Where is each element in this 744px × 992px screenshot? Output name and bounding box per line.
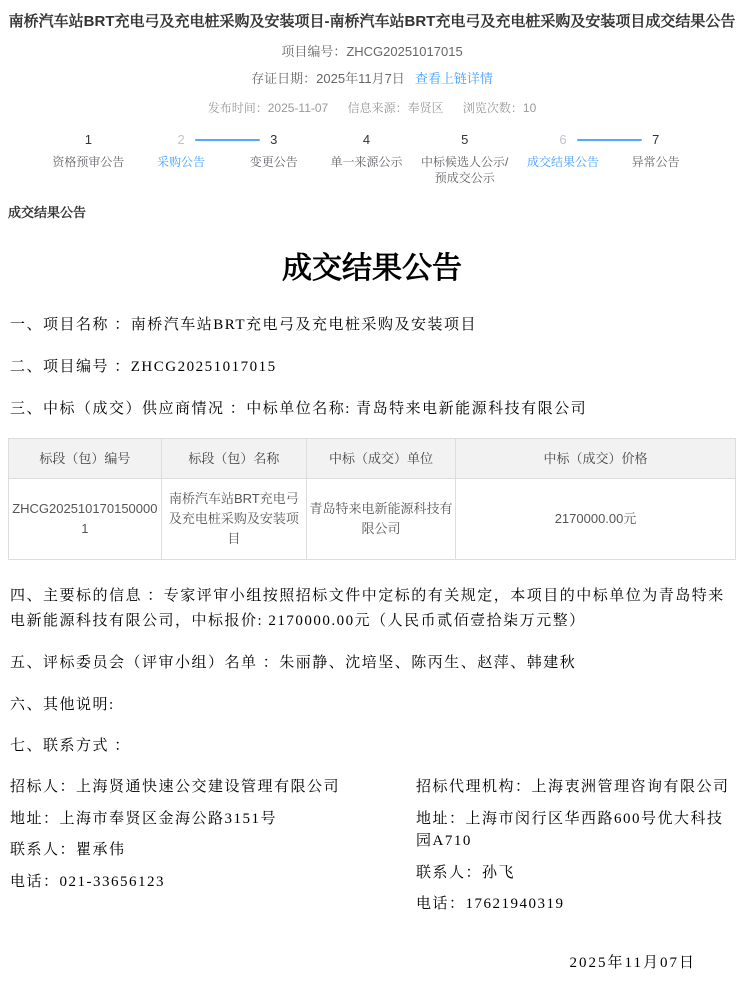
step-single-source — [320, 132, 413, 186]
page-header — [0, 8, 744, 116]
step-number: 2 — [177, 132, 185, 147]
header-winner-price: 中标（成交）价格 — [456, 439, 736, 479]
attest-line — [0, 68, 744, 87]
table-row — [9, 479, 736, 560]
header-lot-number: 标段（包）编号 — [9, 439, 162, 479]
agency-contact — [366, 776, 736, 925]
step-label: 中标候选人公示/预成交公示 — [421, 155, 509, 185]
step-procurement[interactable] — [135, 132, 228, 186]
header-lot-name: 标段（包）名称 — [161, 439, 306, 479]
step-label[interactable]: 成交结果公告 — [526, 155, 599, 169]
publish-time: 发布时间：2025-11-07 — [207, 101, 329, 115]
table-header-row — [9, 439, 736, 479]
page-title: 南桥汽车站BRT充电弓及充电桩采购及安装项目-南桥汽车站BRT充电弓及充电桩采购及安装项目成交结果公告 — [8, 13, 736, 30]
paragraph-committee: 五、评标委员会（评审小组）名单 ：朱丽静、沈培坚、陈丙生、赵萍、韩建秋 — [10, 654, 577, 671]
paragraph-other-notes: 六、其他说明: — [10, 696, 115, 713]
view-chain-link[interactable]: 查看上链详情 — [414, 71, 493, 86]
header-winner-unit: 中标（成交）单位 — [307, 439, 456, 479]
article-title: 成交结果公告 — [282, 252, 462, 285]
agency-name: 招标代理机构：上海衷洲管理咨询有限公司 — [416, 779, 730, 795]
step-change — [227, 132, 320, 186]
step-number: 1 — [84, 132, 92, 147]
announcement-step-bar — [0, 132, 744, 186]
step-label[interactable]: 采购公告 — [157, 155, 206, 169]
agency-address: 地址：上海市闵行区华西路600号优大科技园A710 — [416, 810, 724, 849]
paragraph-winner-info: 三、中标（成交）供应商情况 ：中标单位名称: 青岛特来电新能源科技有限公司 — [10, 400, 588, 417]
cell-lot-name: 南桥汽车站BRT充电弓及充电桩采购及安装项目 — [161, 479, 306, 560]
step-label: 单一来源公示 — [330, 155, 403, 169]
tenderer-contact — [8, 776, 366, 925]
agency-phone: 电话：17621940319 — [416, 896, 565, 912]
paragraph-project-number: 二、项目编号 ：ZHCG20251017015 — [10, 358, 277, 375]
project-number: 项目编号：ZHCG20251017015 — [281, 44, 463, 59]
paragraph-project-name: 一、项目名称 ：南桥汽车站BRT充电弓及充电桩采购及安装项目 — [10, 317, 478, 333]
contact-block — [8, 776, 736, 925]
step-number: 6 — [559, 132, 567, 147]
step-number: 3 — [270, 132, 278, 147]
view-count: 浏览次数：10 — [462, 101, 537, 115]
announcement-article — [0, 243, 744, 972]
step-result[interactable] — [517, 132, 610, 186]
cell-lot-number: ZHCG2025101701500001 — [9, 479, 162, 560]
result-table — [8, 438, 736, 560]
step-abnormal — [609, 132, 702, 186]
step-candidate — [413, 132, 517, 186]
tenderer-person: 联系人：瞿承伟 — [10, 842, 126, 858]
attest-date: 存证日期：2025年11月7日 — [251, 71, 405, 86]
step-number: 7 — [652, 132, 660, 147]
publish-meta — [0, 99, 744, 116]
step-number: 4 — [362, 132, 371, 147]
step-label: 变更公告 — [249, 155, 298, 169]
cell-winner-price: 2170000.00元 — [456, 479, 736, 560]
info-source: 信息来源：奉贤区 — [347, 101, 444, 115]
tenderer-name: 招标人：上海贤通快速公交建设管理有限公司 — [10, 779, 341, 795]
agency-person: 联系人：孙飞 — [416, 864, 516, 881]
tenderer-address: 地址：上海市奉贤区金海公路3151号 — [10, 810, 278, 827]
tenderer-phone: 电话：021-33656123 — [10, 873, 165, 890]
section-breadcrumb: 成交结果公告 — [8, 205, 87, 220]
step-label: 资格预审公告 — [52, 155, 125, 169]
cell-winner-unit: 青岛特来电新能源科技有限公司 — [307, 479, 456, 560]
step-label: 异常公告 — [631, 155, 680, 169]
paragraph-main-subject: 四、主要标的信息 ：专家评审小组按照招标文件中定标的有关规定，本项目的中标单位为青岛特来电新能源科技有限公司，中标报价: 2170000.00元（人民币贰佰壹拾柒万元整） — [10, 588, 725, 629]
signature-date: 2025年11月07日 — [569, 954, 696, 971]
step-qualification — [42, 132, 135, 186]
step-number: 5 — [461, 132, 469, 147]
paragraph-contact-heading: 七、联系方式 ： — [10, 738, 131, 755]
